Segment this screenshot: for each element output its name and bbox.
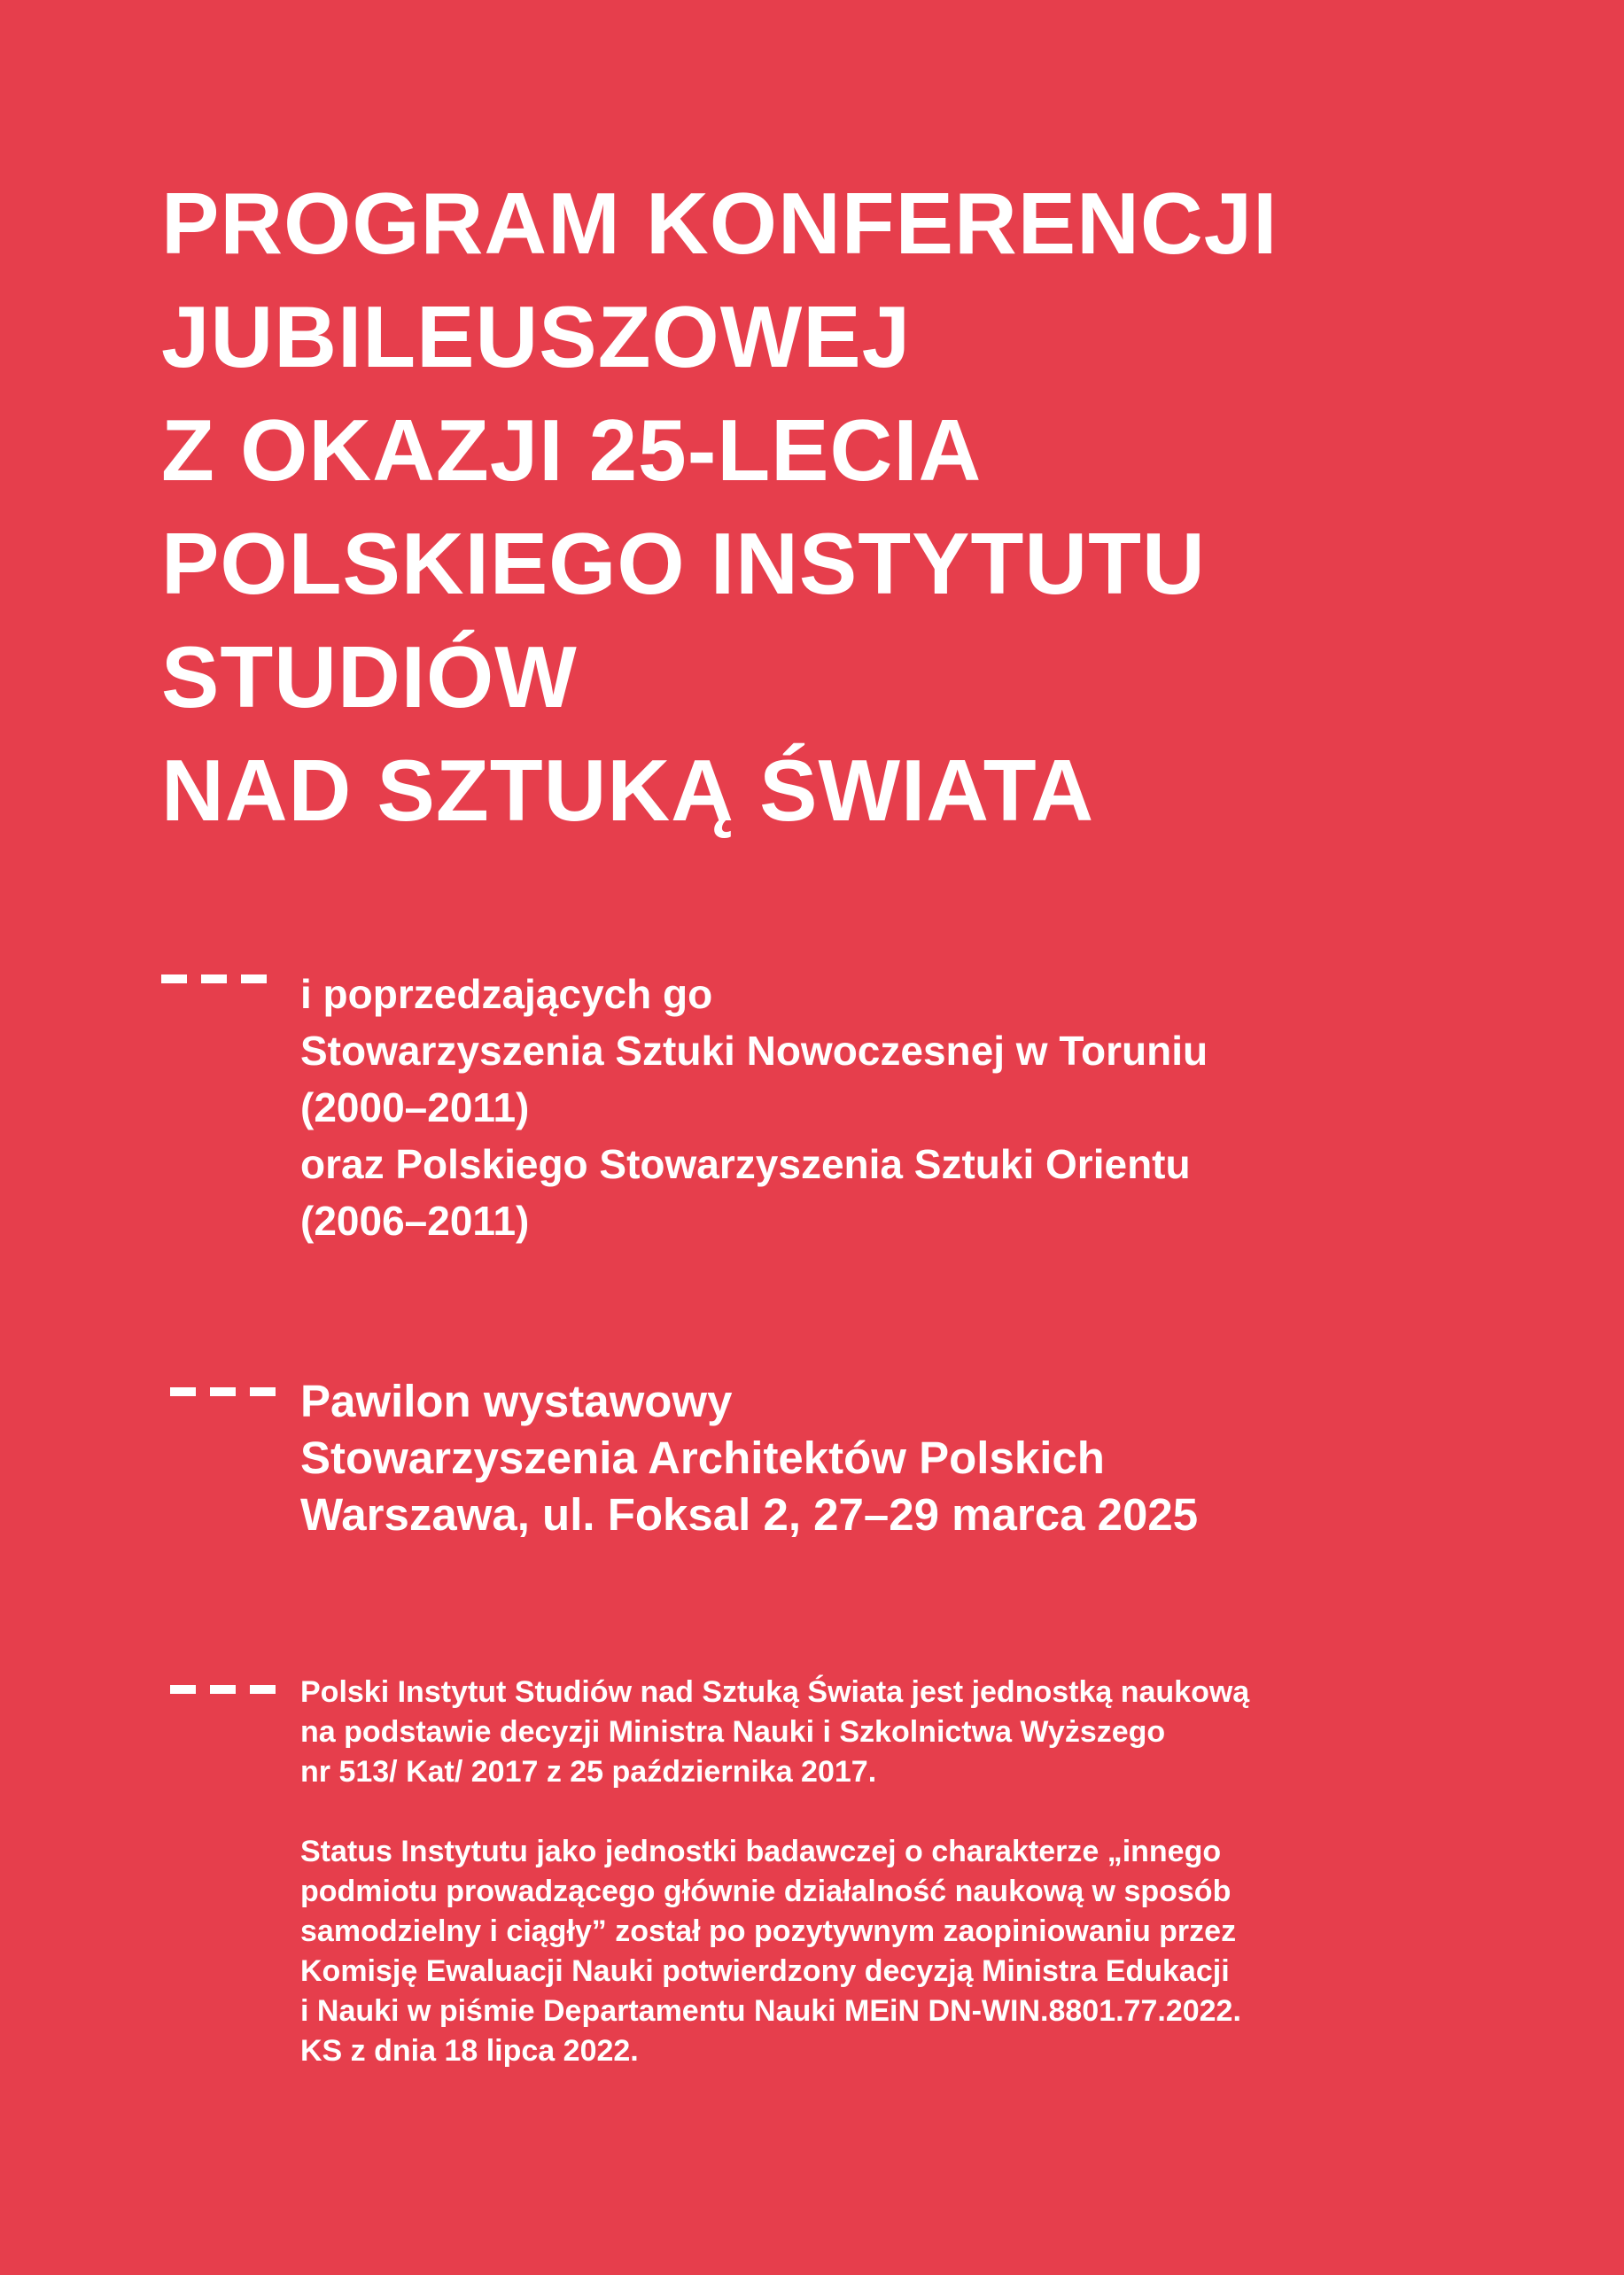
associations-line: oraz Polskiego Stowarzyszenia Sztuki Orientu — [300, 1141, 1191, 1187]
legal-note-line: podmiotu prowadzącego głównie działalność naukową w sposób — [300, 1875, 1232, 1908]
associations-line: (2000–2011) — [300, 1084, 530, 1130]
dash-marker-icon — [161, 974, 267, 983]
legal-note-line: na podstawie decyzji Ministra Nauki i Szkolnictwa Wyższego — [300, 1715, 1166, 1749]
legal-note-line: KS z dnia 18 lipca 2022. — [300, 2034, 639, 2068]
page-title — [161, 167, 1490, 847]
associations-text — [300, 966, 1208, 1249]
legal-note-line: samodzielny i ciągły” został po pozytywnym zaopiniowaniu przez — [300, 1914, 1237, 1948]
legal-note-line: i Nauki w piśmie Departamentu Nauki MEiN DN-WIN.8801.77.2022. — [300, 1994, 1241, 2028]
legal-note-line: nr 513/ Kat/ 2017 z 25 października 2017. — [300, 1755, 877, 1789]
venue-line: Stowarzyszenia Architektów Polskich — [300, 1433, 1105, 1483]
title-line: STUDIÓW — [161, 628, 578, 726]
title-line: NAD SZTUKĄ ŚWIATA — [161, 742, 1095, 839]
legal-note-line: Status Instytutu jako jednostki badawczej o charakterze „innego — [300, 1835, 1222, 1868]
venue-line: Warszawa, ul. Foksal 2, 27–29 marca 2025 — [300, 1489, 1199, 1540]
legal-note-line: Komisję Ewaluacji Nauki potwierdzony decyzją Ministra Edukacji — [300, 1954, 1230, 1988]
dash-marker-icon — [170, 1387, 276, 1396]
title-line: JUBILEUSZOWEJ — [161, 288, 912, 385]
title-line: Z OKAZJI 25-LECIA — [161, 401, 983, 499]
venue-text — [300, 1373, 1198, 1543]
associations-line: (2006–2011) — [300, 1198, 530, 1244]
title-line: PROGRAM KONFERENCJI — [161, 175, 1278, 272]
paragraph-spacer — [300, 1792, 1249, 1832]
legal-note-text — [300, 1673, 1249, 2071]
title-line: POLSKIEGO INSTYTUTU — [161, 515, 1206, 612]
venue-line: Pawilon wystawowy — [300, 1376, 733, 1426]
legal-note-line: Polski Instytut Studiów nad Sztuką Świata jest jednostką naukową — [300, 1675, 1250, 1709]
associations-line: Stowarzyszenia Sztuki Nowoczesnej w Toruniu — [300, 1028, 1208, 1074]
dash-marker-icon — [170, 1685, 276, 1694]
associations-line: i poprzedzających go — [300, 971, 713, 1017]
